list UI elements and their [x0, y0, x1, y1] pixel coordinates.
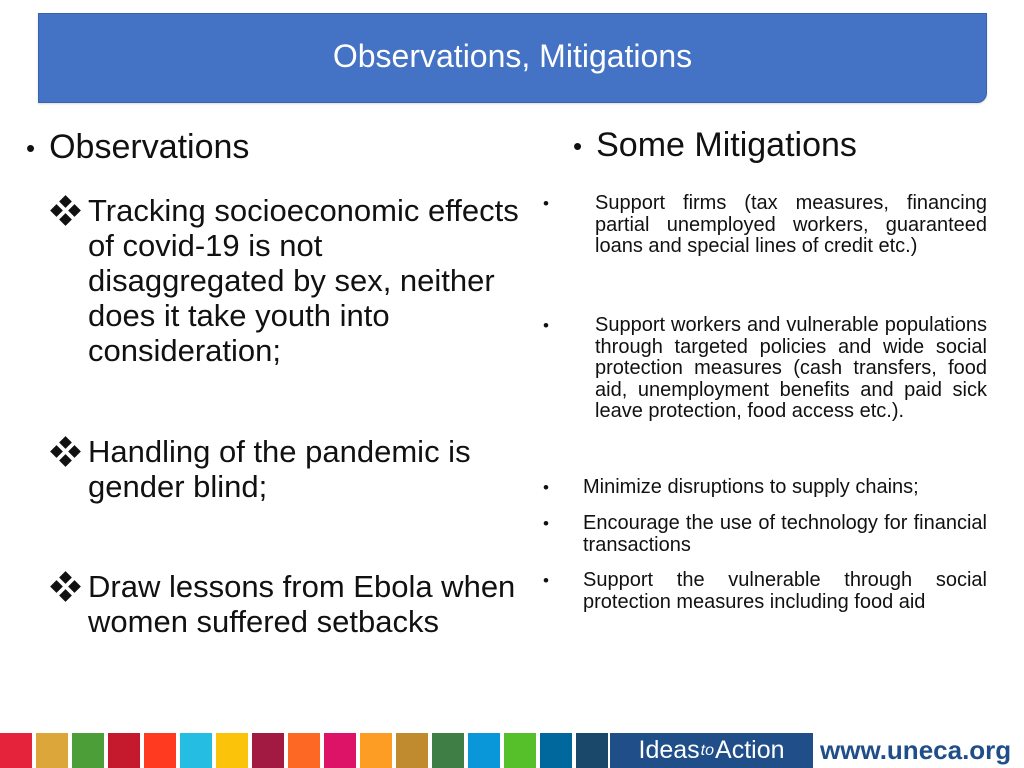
- mitigation-text: Minimize disruptions to supply chains;: [583, 476, 919, 498]
- sdg-color-block: [36, 733, 68, 768]
- sdg-color-block: [180, 733, 212, 768]
- observation-text: Tracking socioeconomic effects of covid-19 is not disaggregated by sex, neither does it take youth into consideration;: [88, 193, 519, 368]
- sdg-color-block: [144, 733, 176, 768]
- footer-banner: [0, 733, 1024, 768]
- bullet-icon: •: [543, 571, 549, 590]
- diamond-bullet-icon: [52, 197, 80, 225]
- observation-item: [52, 434, 522, 504]
- mitigations-heading: [573, 126, 857, 165]
- observation-item: [52, 569, 522, 639]
- bullet-icon: •: [543, 194, 549, 213]
- logo-mid: to: [700, 741, 715, 759]
- observation-text: Draw lessons from Ebola when women suffered setbacks: [88, 569, 516, 639]
- mitigation-item: [543, 193, 987, 258]
- mitigation-item: [543, 513, 987, 556]
- mitigation-item: [543, 570, 987, 613]
- mitigation-text: Encourage the use of technology for financial transactions: [583, 512, 987, 556]
- sdg-color-block: [108, 733, 140, 768]
- ideas-to-action-logo: [610, 733, 813, 768]
- mitigation-text: Support the vulnerable through social protection measures including food aid: [583, 569, 987, 613]
- sdg-color-block: [432, 733, 464, 768]
- bullet-icon: •: [543, 316, 549, 335]
- bullet-icon: •: [543, 478, 549, 497]
- sdg-color-block: [252, 733, 284, 768]
- page-title: Observations, Mitigations: [332, 37, 693, 74]
- sdg-color-block: [72, 733, 104, 768]
- mitigation-text: Support workers and vulnerable populations through targeted policies and wide social protection measures (cash transfers, food aid, unemployment benefits and paid sick leave protection, food access etc.).: [595, 314, 987, 422]
- sdg-color-block: [0, 733, 32, 768]
- observations-heading: [26, 128, 249, 167]
- diamond-bullet-icon: [52, 573, 80, 601]
- mitigation-item: [543, 477, 987, 499]
- website-link[interactable]: www.uneca.org: [820, 735, 1012, 765]
- sdg-color-block: [540, 733, 572, 768]
- sdg-color-block: [468, 733, 500, 768]
- observations-heading-text: Observations: [49, 128, 250, 166]
- mitigations-heading-text: Some Mitigations: [596, 126, 857, 164]
- logo-suffix: Action: [715, 736, 785, 764]
- sdg-color-block: [324, 733, 356, 768]
- observation-text: Handling of the pandemic is gender blind;: [88, 434, 471, 504]
- mitigation-item: [543, 315, 987, 423]
- sdg-color-block: [216, 733, 248, 768]
- sdg-color-block: [576, 733, 608, 768]
- sdg-color-block: [504, 733, 536, 768]
- title-bar: [38, 13, 987, 103]
- logo-prefix: Ideas: [638, 736, 700, 764]
- sdg-color-block: [288, 733, 320, 768]
- sdg-color-block: [360, 733, 392, 768]
- bullet-icon: •: [543, 514, 549, 533]
- bullet-icon: •: [573, 130, 583, 161]
- bullet-icon: •: [26, 132, 36, 163]
- observation-item: [52, 193, 522, 368]
- mitigation-text: Support firms (tax measures, financing partial unemployed workers, guaranteed loans and special lines of credit etc.): [595, 192, 987, 257]
- sdg-color-block: [396, 733, 428, 768]
- diamond-bullet-icon: [52, 438, 80, 466]
